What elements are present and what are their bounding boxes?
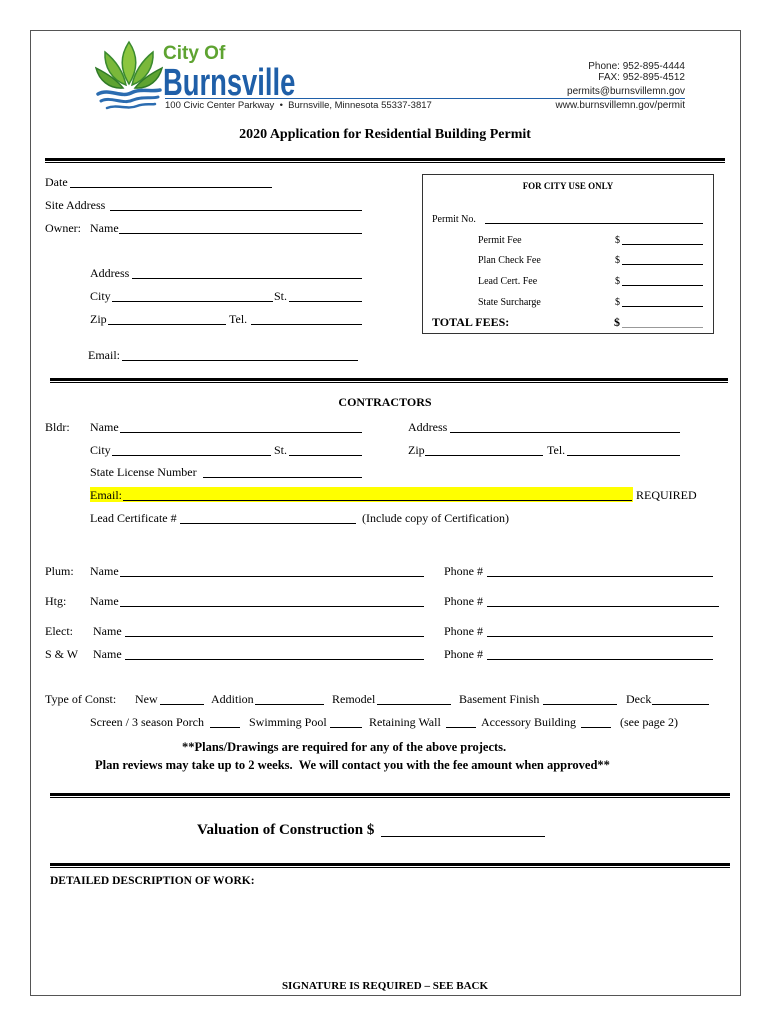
- builder-prefix: Bldr:: [45, 420, 70, 434]
- date-field[interactable]: [70, 175, 272, 188]
- option-porch-field[interactable]: [210, 715, 240, 728]
- builder-address-field[interactable]: [450, 420, 680, 433]
- total-fees-field[interactable]: [622, 315, 703, 328]
- option-remodel-label: Remodel: [332, 692, 376, 706]
- builder-name-row: [0, 420, 770, 435]
- permit-fee-label: Permit Fee: [478, 235, 522, 246]
- electrical-name-label: Name: [93, 624, 122, 638]
- option-pool-label: Swimming Pool: [249, 715, 327, 729]
- option-basement-field[interactable]: [543, 692, 617, 705]
- heating-row: [0, 594, 770, 609]
- city-use-box: [422, 174, 714, 334]
- contact-email-link[interactable]: permits@burnsvillemn.gov: [567, 86, 685, 97]
- owner-state-field[interactable]: [289, 289, 362, 302]
- option-retaining-wall-field[interactable]: [446, 715, 476, 728]
- plan-check-fee-label: Plan Check Fee: [478, 255, 541, 266]
- owner-email-field[interactable]: [122, 348, 358, 361]
- owner-tel-field[interactable]: [251, 312, 362, 325]
- option-deck-label: Deck: [626, 692, 652, 706]
- option-addition-field[interactable]: [255, 692, 324, 705]
- builder-city-label: City: [90, 443, 111, 457]
- electrical-name-field[interactable]: [125, 624, 424, 637]
- builder-email-row: [0, 488, 770, 503]
- heating-phone-label: Phone #: [444, 594, 483, 608]
- description-area[interactable]: [50, 892, 730, 976]
- plumber-row: [0, 564, 770, 579]
- date-label: Date: [45, 175, 68, 189]
- logo-city-name: Burnsville: [163, 62, 296, 104]
- electrical-phone-field[interactable]: [487, 624, 713, 637]
- fee-row: [423, 275, 713, 288]
- city-address: 100 Civic Center Parkway • Burnsville, Minnesota 55337-3817: [165, 100, 432, 111]
- owner-zip-label: Zip: [90, 312, 107, 326]
- option-new-label: New: [135, 692, 158, 706]
- owner-email-row: [0, 348, 770, 363]
- owner-name-field[interactable]: [119, 221, 362, 234]
- sewer-water-name-field[interactable]: [125, 647, 424, 660]
- contact-website-link[interactable]: www.burnsvillemn.gov/permit: [555, 100, 685, 111]
- builder-address-label: Address: [408, 420, 448, 434]
- sewer-water-prefix: S & W: [45, 647, 79, 661]
- construction-type-row-2: [0, 715, 770, 730]
- builder-tel-field[interactable]: [567, 443, 680, 456]
- section-divider: [45, 158, 725, 163]
- plan-check-fee-field[interactable]: [622, 254, 703, 265]
- city-use-heading: FOR CITY USE ONLY: [522, 181, 614, 191]
- total-fees-row: [423, 315, 713, 330]
- option-new-field[interactable]: [160, 692, 204, 705]
- state-surcharge-label: State Surcharge: [478, 297, 541, 308]
- site-address-label: Site Address: [45, 198, 106, 212]
- permit-no-field[interactable]: [485, 213, 703, 224]
- valuation-label: Valuation of Construction $: [197, 822, 375, 838]
- option-retaining-wall-label: Retaining Wall: [369, 715, 441, 729]
- option-basement-label: Basement Finish: [459, 692, 540, 706]
- permit-fee-field[interactable]: [622, 234, 703, 245]
- plumber-name-label: Name: [90, 564, 119, 578]
- permit-no-row: [423, 213, 713, 226]
- state-surcharge-field[interactable]: [622, 296, 703, 307]
- option-addition-label: Addition: [211, 692, 254, 706]
- heating-name-label: Name: [90, 594, 119, 608]
- signature-required-note: SIGNATURE IS REQUIRED – SEE BACK: [281, 980, 489, 992]
- lead-cert-label: Lead Certificate #: [90, 511, 177, 525]
- owner-tel-label: Tel.: [229, 312, 248, 326]
- builder-license-label: State License Number: [90, 465, 197, 479]
- builder-name-field[interactable]: [120, 420, 362, 433]
- site-address-field[interactable]: [110, 198, 362, 211]
- section-divider: [50, 863, 730, 868]
- owner-name-label: Name: [90, 221, 119, 235]
- owner-email-label: Email:: [88, 348, 120, 362]
- builder-state-field[interactable]: [289, 443, 362, 456]
- logo-city-of: City Of: [163, 43, 226, 64]
- dollar-sign: $: [614, 315, 620, 329]
- owner-city-label: City: [90, 289, 111, 303]
- plumber-name-field[interactable]: [120, 564, 424, 577]
- plumber-phone-field[interactable]: [487, 564, 713, 577]
- builder-license-row: [0, 465, 770, 480]
- permit-no-label: Permit No.: [432, 214, 476, 225]
- fee-row: [423, 234, 713, 247]
- contractors-heading: CONTRACTORS: [338, 395, 432, 409]
- burnsville-logo-icon: [95, 40, 163, 112]
- electrical-prefix: Elect:: [45, 624, 73, 638]
- section-divider: [50, 378, 728, 383]
- option-accessory-label: Accessory Building: [481, 715, 576, 729]
- plumber-phone-label: Phone #: [444, 564, 483, 578]
- lead-cert-field[interactable]: [180, 511, 356, 524]
- lead-cert-note: (Include copy of Certification): [362, 511, 509, 525]
- description-heading: DETAILED DESCRIPTION OF WORK:: [50, 875, 255, 887]
- lead-cert-fee-field[interactable]: [622, 275, 703, 286]
- construction-type-row: [0, 692, 770, 707]
- builder-email-label: Email:: [90, 488, 122, 502]
- owner-address-field[interactable]: [132, 266, 362, 279]
- plan-review-note: Plan reviews may take up to 2 weeks. We will contact you with the fee amount when approved**: [95, 758, 610, 772]
- sewer-water-phone-label: Phone #: [444, 647, 483, 661]
- fee-row: [423, 254, 713, 267]
- construction-type-label: Type of Const:: [45, 692, 117, 706]
- fee-row: [423, 296, 713, 309]
- heating-phone-field[interactable]: [487, 594, 719, 607]
- builder-zip-label: Zip: [408, 443, 425, 457]
- lead-cert-fee-label: Lead Cert. Fee: [478, 276, 538, 287]
- header-divider: [165, 98, 685, 99]
- dollar-sign: $: [615, 255, 620, 266]
- sewer-water-phone-field[interactable]: [487, 647, 713, 660]
- electrical-phone-label: Phone #: [444, 624, 483, 638]
- contact-phone: Phone: 952-895-4444: [588, 61, 685, 72]
- dollar-sign: $: [615, 276, 620, 287]
- contact-fax: FAX: 952-895-4512: [598, 72, 685, 83]
- owner-state-label: St.: [274, 289, 288, 303]
- section-divider: [50, 793, 730, 798]
- see-page-note: (see page 2): [620, 715, 678, 729]
- lead-cert-row: [0, 511, 770, 526]
- option-pool-field[interactable]: [330, 715, 362, 728]
- total-fees-label: TOTAL FEES:: [432, 315, 510, 329]
- sewer-water-row: [0, 647, 770, 662]
- builder-email-field[interactable]: [123, 488, 632, 501]
- builder-state-label: St.: [274, 443, 288, 457]
- option-remodel-field[interactable]: [377, 692, 451, 705]
- option-accessory-field[interactable]: [581, 715, 611, 728]
- owner-zip-field[interactable]: [108, 312, 226, 325]
- dollar-sign: $: [615, 297, 620, 308]
- builder-name-label: Name: [90, 420, 119, 434]
- heating-name-field[interactable]: [120, 594, 424, 607]
- plans-required-note: **Plans/Drawings are required for any of the above projects.: [182, 740, 507, 754]
- owner-city-field[interactable]: [112, 289, 273, 302]
- heating-prefix: Htg:: [45, 594, 67, 608]
- builder-tel-label: Tel.: [547, 443, 566, 457]
- plumber-prefix: Plum:: [45, 564, 74, 578]
- email-required-text: REQUIRED: [636, 488, 697, 502]
- builder-city-field[interactable]: [112, 443, 271, 456]
- dollar-sign: $: [615, 235, 620, 246]
- electrical-row: [0, 624, 770, 639]
- form-title: 2020 Application for Residential Building Permit: [239, 127, 531, 142]
- option-deck-field[interactable]: [652, 692, 709, 705]
- option-porch-label: Screen / 3 season Porch: [90, 715, 204, 729]
- builder-city-row: [0, 443, 770, 458]
- valuation-field[interactable]: [381, 821, 545, 837]
- owner-address-label: Address: [90, 266, 130, 280]
- owner-label: Owner:: [45, 221, 81, 235]
- builder-license-field[interactable]: [203, 465, 362, 478]
- builder-zip-field[interactable]: [425, 443, 543, 456]
- sewer-water-name-label: Name: [93, 647, 122, 661]
